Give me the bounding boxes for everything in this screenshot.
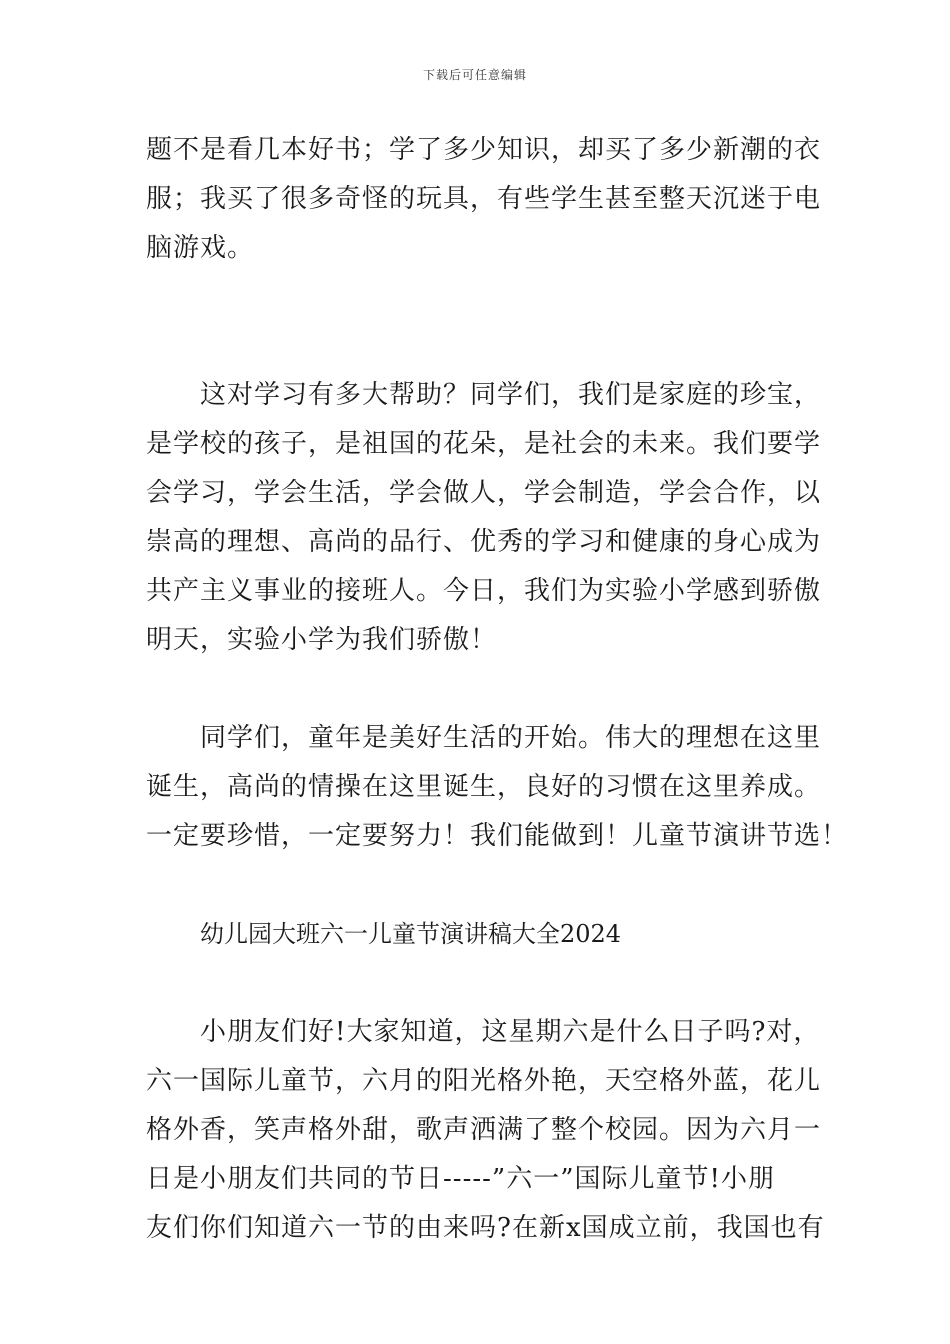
- paragraph-line: 一定要珍惜，一定要努力！我们能做到！儿童节演讲节选！: [146, 821, 849, 851]
- page-header-note: 下载后可任意编辑: [422, 68, 527, 82]
- paragraph-line: 脑游戏。: [146, 233, 255, 263]
- paragraph-line: 小朋友们好!大家知道，这星期六是什么日子吗?对，: [200, 1017, 821, 1047]
- document-body: [146, 126, 849, 1253]
- paragraph-spacer: [146, 273, 808, 322]
- paragraph-spacer: [146, 959, 808, 1008]
- paragraph-line: 友们你们知道六一节的由来吗?在新x国成立前，我国也有: [146, 1213, 825, 1243]
- paragraph-line: 这对学习有多大帮助？同学们，我们是家庭的珍宝，: [200, 380, 822, 410]
- paragraph-spacer: [146, 665, 808, 714]
- paragraph-2: [146, 371, 822, 665]
- paragraph-line: 服；我买了很多奇怪的玩具，有些学生甚至整天沉迷于电: [146, 184, 822, 214]
- paragraph-line: 格外香，笑声格外甜，歌声洒满了整个校园。因为六月一: [146, 1115, 822, 1145]
- paragraph-3: [146, 714, 849, 861]
- paragraph-line: 诞生，高尚的情操在这里诞生，良好的习惯在这里养成。: [146, 772, 822, 802]
- paragraph-line: 日是小朋友们共同的节日-----”六一”国际儿童节!小朋: [146, 1164, 775, 1194]
- paragraph-line: 崇高的理想、高尚的品行、优秀的学习和健康的身心成为: [146, 527, 822, 557]
- paragraph-line: 明天，实验小学为我们骄傲！: [146, 625, 498, 655]
- paragraph-line: 六一国际儿童节，六月的阳光格外艳，天空格外蓝，花儿: [146, 1066, 822, 1096]
- paragraph-spacer: [146, 322, 808, 371]
- paragraph-4: [146, 1008, 825, 1253]
- paragraph-1: [146, 126, 822, 273]
- paragraph-line: 会学习，学会生活，学会做人，学会制造，学会合作，以: [146, 478, 822, 508]
- paragraph-line: 共产主义事业的接班人。今日，我们为实验小学感到骄傲: [146, 576, 822, 606]
- paragraph-line: 题不是看几本好书；学了多少知识，却买了多少新潮的衣: [146, 135, 822, 165]
- paragraph-line: 是学校的孩子，是祖国的花朵，是社会的未来。我们要学: [146, 429, 822, 459]
- paragraph-line: 同学们，童年是美好生活的开始。伟大的理想在这里: [200, 723, 822, 753]
- paragraph-spacer: [146, 861, 808, 910]
- section-title: 幼儿园大班六一儿童节演讲稿大全2024: [200, 920, 622, 948]
